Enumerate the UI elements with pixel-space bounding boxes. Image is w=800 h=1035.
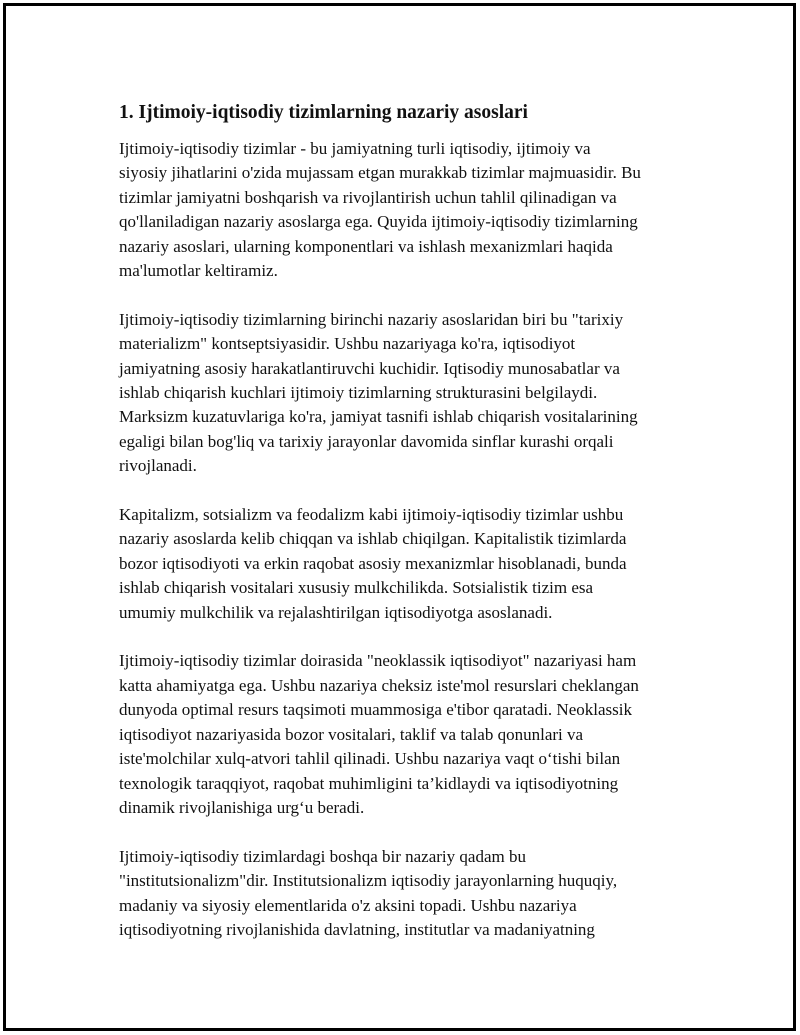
text-line: Kapitalizm, sotsializm va feodalizm kabi ijtimoiy-iqtisodiy tizimlar ushbu xyxy=(119,505,624,525)
text-line: egaligi bilan bog'liq va tarixiy jarayonlar davomida sinflar kurashi orqali xyxy=(119,431,614,451)
section-heading: 1. Ijtimoiy-iqtisodiy tizimlarning nazariy asoslari xyxy=(119,102,528,123)
paragraph-1 xyxy=(119,137,709,283)
paragraph-5 xyxy=(119,845,709,943)
document-body xyxy=(119,98,709,967)
text-line: ishlab chiqarish kuchlari ijtimoiy tizimlarning strukturasini belgilaydi. xyxy=(119,383,598,403)
text-line: tizimlar jamiyatni boshqarish va rivojlantirish uchun tahlil qilinadigan va xyxy=(119,187,617,207)
text-line: nazariy asoslarda kelib chiqqan va ishlab chiqilgan. Kapitalistik tizimlarda xyxy=(119,529,627,549)
text-line: siyosiy jihatlarini o'zida mujassam etgan murakkab tizimlar majmuasidir. Bu xyxy=(119,163,641,183)
text-line: ma'lumotlar keltiramiz. xyxy=(119,261,278,281)
paragraph-3 xyxy=(119,503,709,625)
text-line: iqtisodiyot nazariyasida bozor vositalari, taklif va talab qonunlari va xyxy=(119,724,584,744)
text-line: bozor iqtisodiyoti va erkin raqobat asosiy mexanizmlar hisoblanadi, bunda xyxy=(119,553,627,573)
text-line: katta ahamiyatga ega. Ushbu nazariya cheksiz iste'mol resurslari cheklangan xyxy=(119,675,639,695)
text-line: nazariy asoslari, ularning komponentlari va ishlash mexanizmlari haqida xyxy=(119,236,613,256)
text-line: Ijtimoiy-iqtisodiy tizimlar doirasida "neoklassik iqtisodiyot" nazariyasi ham xyxy=(119,651,637,671)
paragraph-4 xyxy=(119,649,709,820)
text-line: madaniy va siyosiy elementlarida o'z aksini topadi. Ushbu nazariya xyxy=(119,895,577,915)
text-line: dinamik rivojlanishiga urg‘u beradi. xyxy=(119,797,365,817)
text-line: jamiyatning asosiy harakatlantiruvchi kuchidir. Iqtisodiy munosabatlar va xyxy=(119,358,620,378)
text-line: iqtisodiyotning rivojlanishida davlatning, institutlar va madaniyatning xyxy=(119,919,595,939)
text-line: Ijtimoiy-iqtisodiy tizimlardagi boshqa bir nazariy qadam bu xyxy=(119,846,526,866)
text-line: qo'llaniladigan nazariy asoslarga ega. Quyida ijtimoiy-iqtisodiy tizimlarning xyxy=(119,212,638,232)
text-line: Ijtimoiy-iqtisodiy tizimlarning birinchi nazariy asoslaridan biri bu "tarixiy xyxy=(119,309,624,329)
text-line: rivojlanadi. xyxy=(119,456,197,476)
text-line: "institutsionalizm"dir. Institutsionalizm iqtisodiy jarayonlarning huquqiy, xyxy=(119,871,618,891)
text-line: texnologik taraqqiyot, raqobat muhimligini ta’kidlaydi va iqtisodiyotning xyxy=(119,773,619,793)
page-frame xyxy=(4,4,795,1030)
text-line: iste'molchilar xulq-atvori tahlil qilinadi. Ushbu nazariya vaqt o‘tishi bilan xyxy=(119,749,621,769)
text-line: materializm" kontseptsiyasidir. Ushbu nazariyaga ko'ra, iqtisodiyot xyxy=(119,334,576,354)
text-line: Ijtimoiy-iqtisodiy tizimlar - bu jamiyatning turli iqtisodiy, ijtimoiy va xyxy=(119,139,591,158)
paragraph-2 xyxy=(119,308,709,479)
text-line: dunyoda optimal resurs taqsimoti muammosiga e'tibor qaratadi. Neoklassik xyxy=(119,700,632,720)
text-line: ishlab chiqarish vositalari xususiy mulkchilikda. Sotsialistik tizim esa xyxy=(119,578,594,598)
text-line: Marksizm kuzatuvlariga ko'ra, jamiyat tasnifi ishlab chiqarish vositalarining xyxy=(119,407,638,427)
text-line: umumiy mulkchilik va rejalashtirilgan iqtisodiyotga asoslanadi. xyxy=(119,602,553,622)
